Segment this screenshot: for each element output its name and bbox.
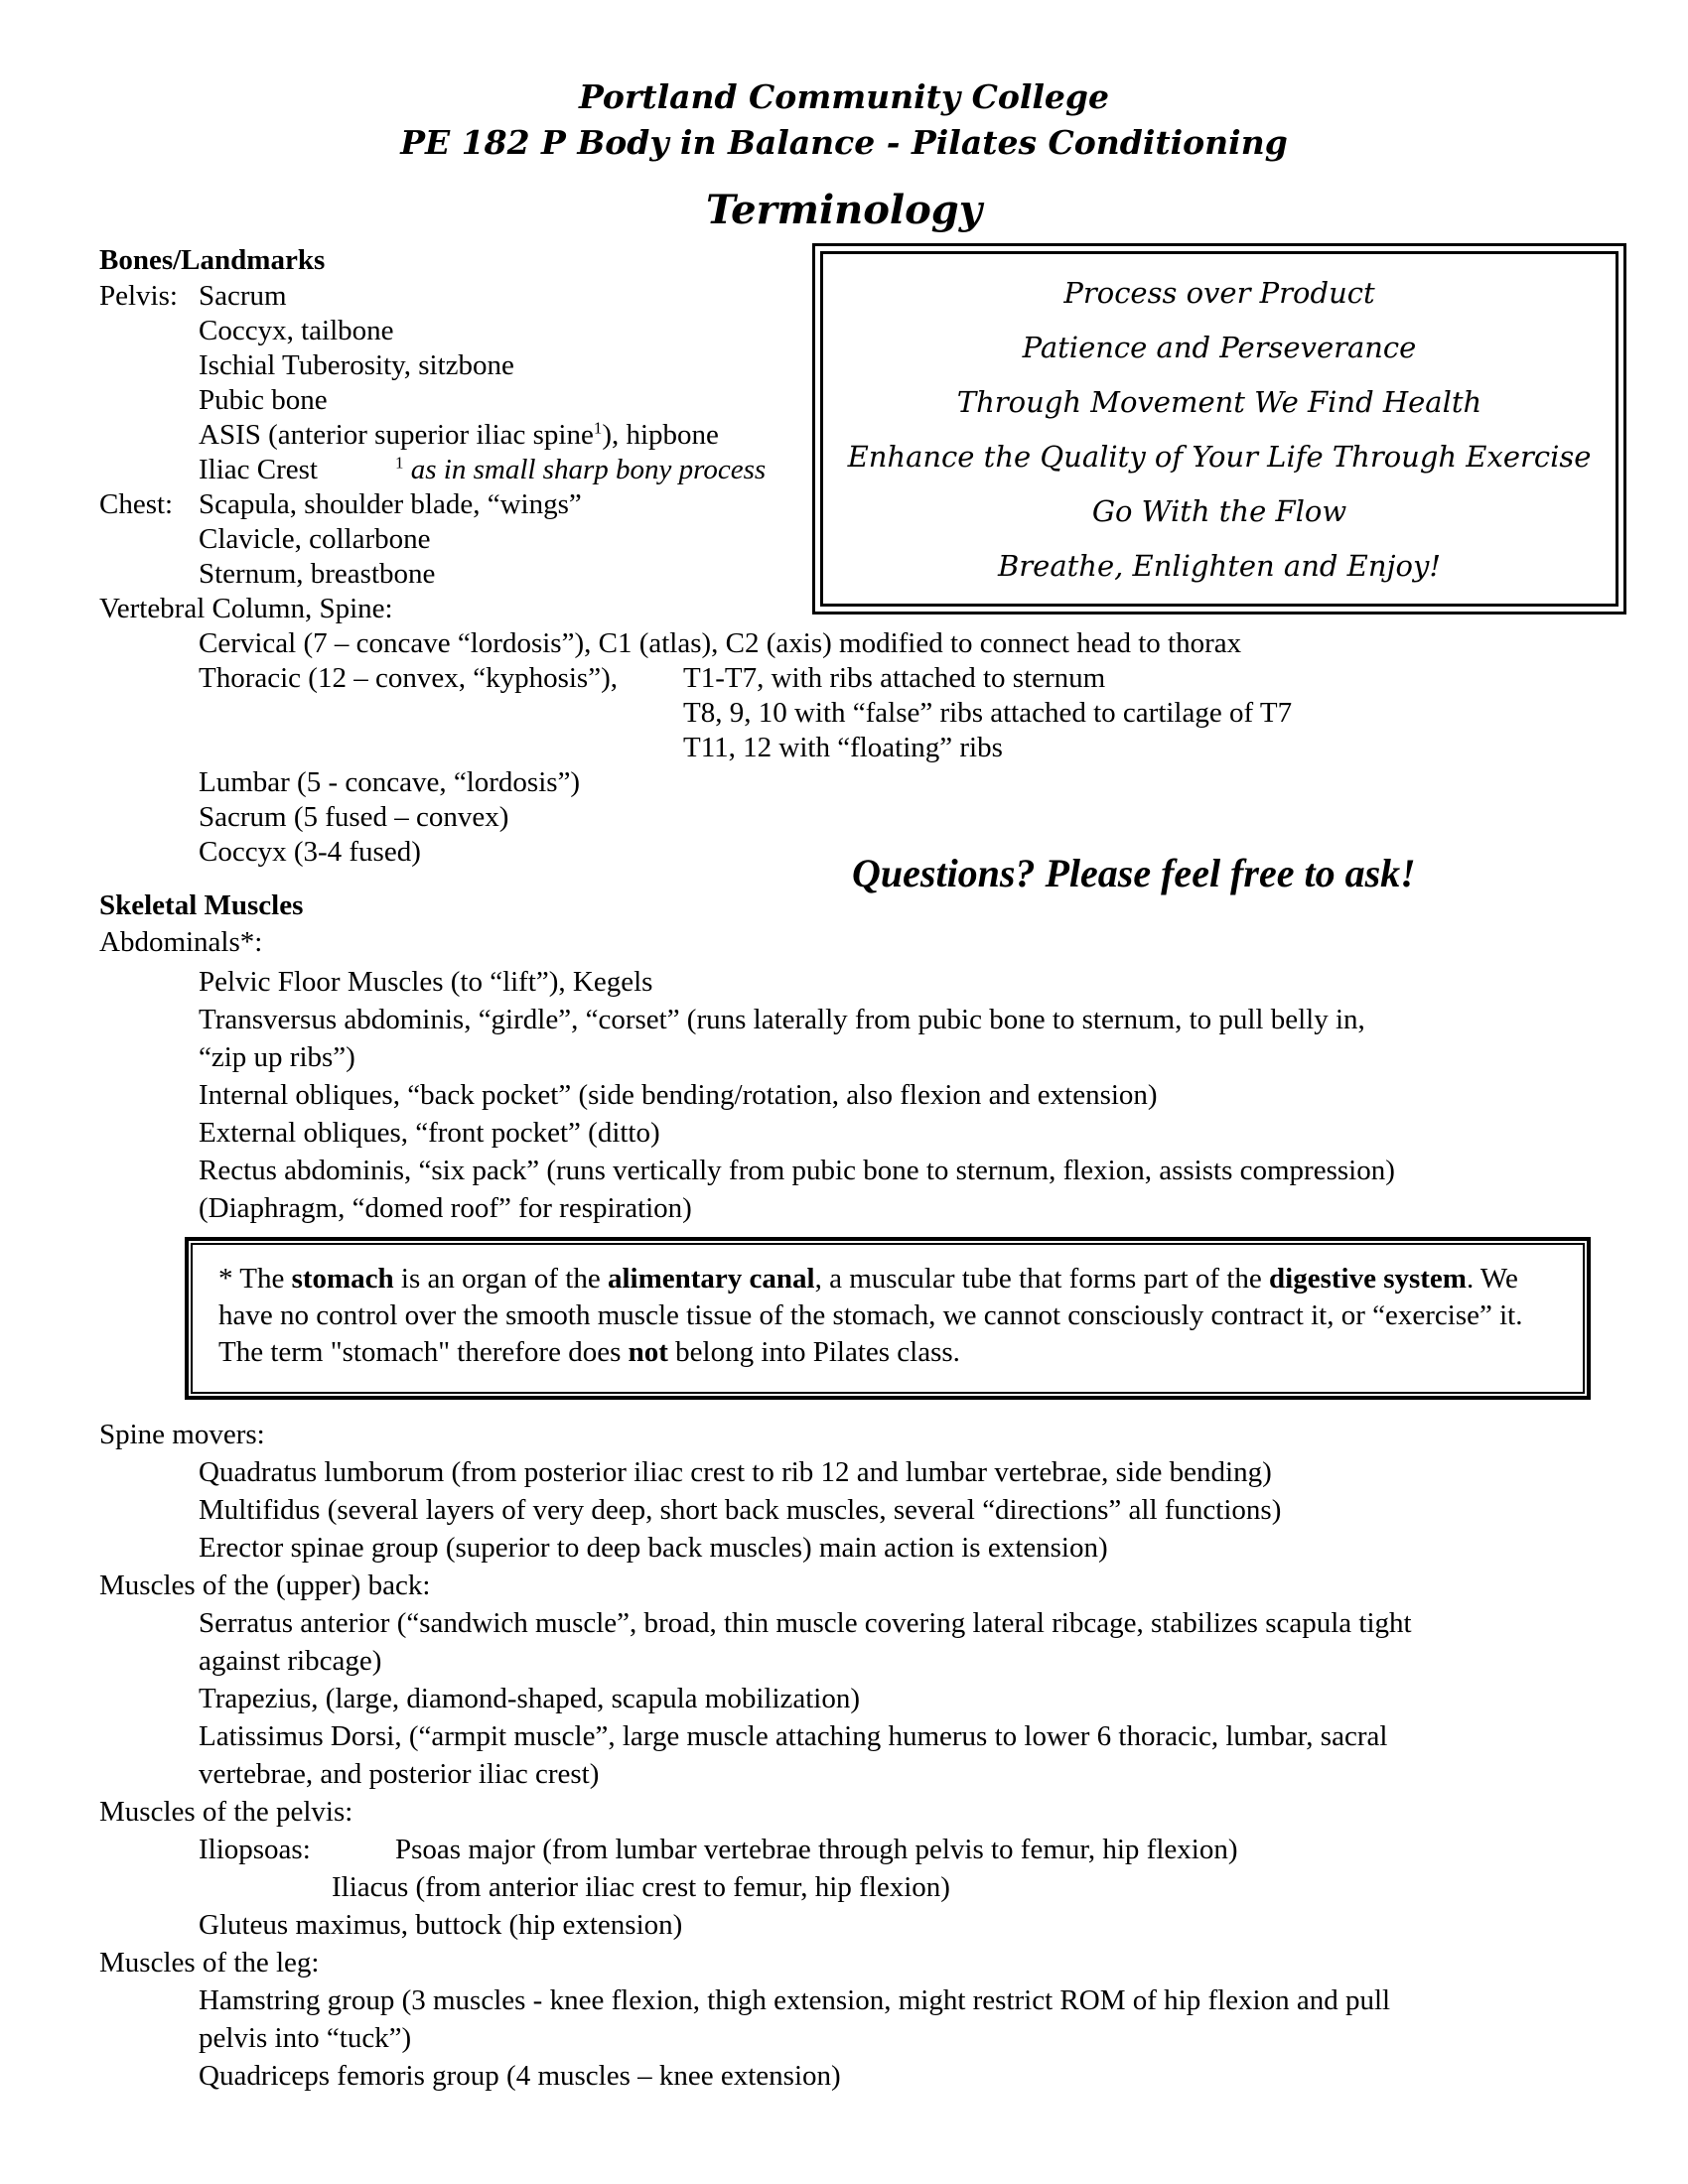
muscle-item: (Diaphragm, “domed roof” for respiration) [199,1192,692,1224]
asis-text: ASIS (anterior superior iliac spine [199,419,594,451]
muscle-item: Internal obliques, “back pocket” (side bending/rotation, also flexion and extension) [199,1079,1158,1111]
bone-item: Sacrum [199,280,287,312]
muscle-item: “zip up ribs”) [199,1041,355,1073]
thoracic-note: T11, 12 with “floating” ribs [683,732,1003,763]
chest-label: Chest: [99,488,174,520]
note-text: , a muscular tube that forms part of the [814,1263,1270,1295]
motto-line: Enhance the Quality of Your Life Through Exercise [847,440,1592,474]
spine-item: Coccyx (3-4 fused) [199,836,421,868]
questions-callout: Questions? Please feel free to ask! [852,851,1416,895]
spine-label: Vertebral Column, Spine: [99,593,393,624]
leg-muscles-label: Muscles of the leg: [99,1947,320,1979]
asis-item [199,418,719,453]
footnote-number: 1 [395,453,404,473]
muscle-item: Hamstring group (3 muscles - knee flexion, thigh extension, might restrict ROM of hip flexion and pull [199,1984,1391,2016]
footnote-text: as in small sharp bony process [410,454,767,485]
muscles-heading: Skeletal Muscles [99,889,304,921]
bone-item: Sternum, breastbone [199,558,436,590]
muscle-item: Multifidus (several layers of very deep, short back muscles, several “directions” all functions) [199,1494,1282,1526]
motto-line: Go With the Flow [1091,494,1347,528]
motto-line: Process over Product [1063,276,1375,310]
note-bold: stomach [291,1263,394,1295]
muscle-item: External obliques, “front pocket” (ditto) [199,1117,660,1149]
motto-line: Patience and Perseverance [1022,331,1417,364]
muscle-item: Pelvic Floor Muscles (to “lift”), Kegels [199,966,653,998]
muscle-item: Erector spinae group (superior to deep back muscles) main action is extension) [199,1532,1108,1564]
muscle-item: Transversus abdominis, “girdle”, “corset” (runs laterally from pubic bone to sternum, to pull belly in, [199,1004,1365,1035]
asis-text-end: ), hipbone [602,419,719,451]
page-title: Terminology [705,187,983,233]
thoracic-note: T1-T7, with ribs attached to sternum [683,662,1106,694]
pelvis-muscles-label: Muscles of the pelvis: [99,1796,353,1828]
muscle-item: Serratus anterior (“sandwich muscle”, broad, thin muscle covering lateral ribcage, stabilizes scapula tight [199,1607,1412,1639]
note-bold: digestive system [1269,1263,1467,1295]
note-bold: alimentary canal [607,1263,815,1295]
note-text: is an organ of the [393,1263,608,1295]
motto-box [820,251,1618,607]
abdominals-label: Abdominals*: [99,926,263,958]
bone-item: Clavicle, collarbone [199,523,431,555]
spine-item: Thoracic (12 – convex, “kyphosis”), [199,662,618,694]
muscle-item: vertebrae, and posterior iliac crest) [199,1758,600,1790]
college-name: Portland Community College [579,77,1109,116]
course-title: PE 182 P Body in Balance - Pilates Conditioning [400,123,1288,162]
spine-movers-label: Spine movers: [99,1419,265,1450]
spine-item: Cervical (7 – concave “lordosis”), C1 (atlas), C2 (axis) modified to connect head to thorax [199,627,1242,659]
muscle-item: Quadriceps femoris group (4 muscles – knee extension) [199,2060,841,2092]
muscle-item: Iliacus (from anterior iliac crest to femur, hip flexion) [332,1871,950,1903]
note-bold: not [628,1336,668,1368]
bone-item: Ischial Tuberosity, sitzbone [199,349,514,381]
muscle-item: Quadratus lumborum (from posterior iliac crest to rib 12 and lumbar vertebrae, side bending) [199,1456,1272,1488]
muscle-item: Trapezius, (large, diamond-shaped, scapula mobilization) [199,1683,861,1714]
motto-line: Through Movement We Find Health [956,385,1482,419]
muscle-item: Rectus abdominis, “six pack” (runs vertically from pubic bone to sternum, flexion, assists compression) [199,1155,1395,1186]
muscle-item: Psoas major (from lumbar vertebrae through pelvis to femur, hip flexion) [395,1834,1238,1865]
thoracic-note: T8, 9, 10 with “false” ribs attached to cartilage of T7 [683,697,1293,729]
spine-item: Lumbar (5 - concave, “lordosis”) [199,766,581,798]
pelvis-label: Pelvis: [99,280,178,312]
bone-item: Scapula, shoulder blade, “wings” [199,488,582,520]
upper-back-label: Muscles of the (upper) back: [99,1570,431,1601]
muscle-item: Latissimus Dorsi, (“armpit muscle”, large muscle attaching humerus to lower 6 thoracic, lumbar, sacral [199,1720,1388,1752]
bone-item: Pubic bone [199,384,328,416]
iliopsoas-label: Iliopsoas: [199,1834,311,1865]
bones-heading: Bones/Landmarks [99,244,326,276]
footnote [395,453,766,487]
muscle-item: against ribcage) [199,1645,382,1677]
note-text: belong into Pilates class. [667,1336,960,1368]
bone-item: Iliac Crest [199,454,318,485]
note-text: * The [218,1263,292,1295]
motto-line: Breathe, Enlighten and Enjoy! [998,549,1441,583]
bone-item: Coccyx, tailbone [199,315,394,346]
footnote-marker: 1 [593,418,603,438]
spine-item: Sacrum (5 fused – convex) [199,801,509,833]
note-text: . We have no control over the smooth muscle tissue of the stomach, we cannot consciously contract it, or “exercise” it. The term "stomach" therefore does [218,1263,1523,1368]
muscle-item: Gluteus maximus, buttock (hip extension) [199,1909,683,1941]
stomach-note-box [187,1239,1589,1398]
muscle-item: pelvis into “tuck”) [199,2022,412,2054]
